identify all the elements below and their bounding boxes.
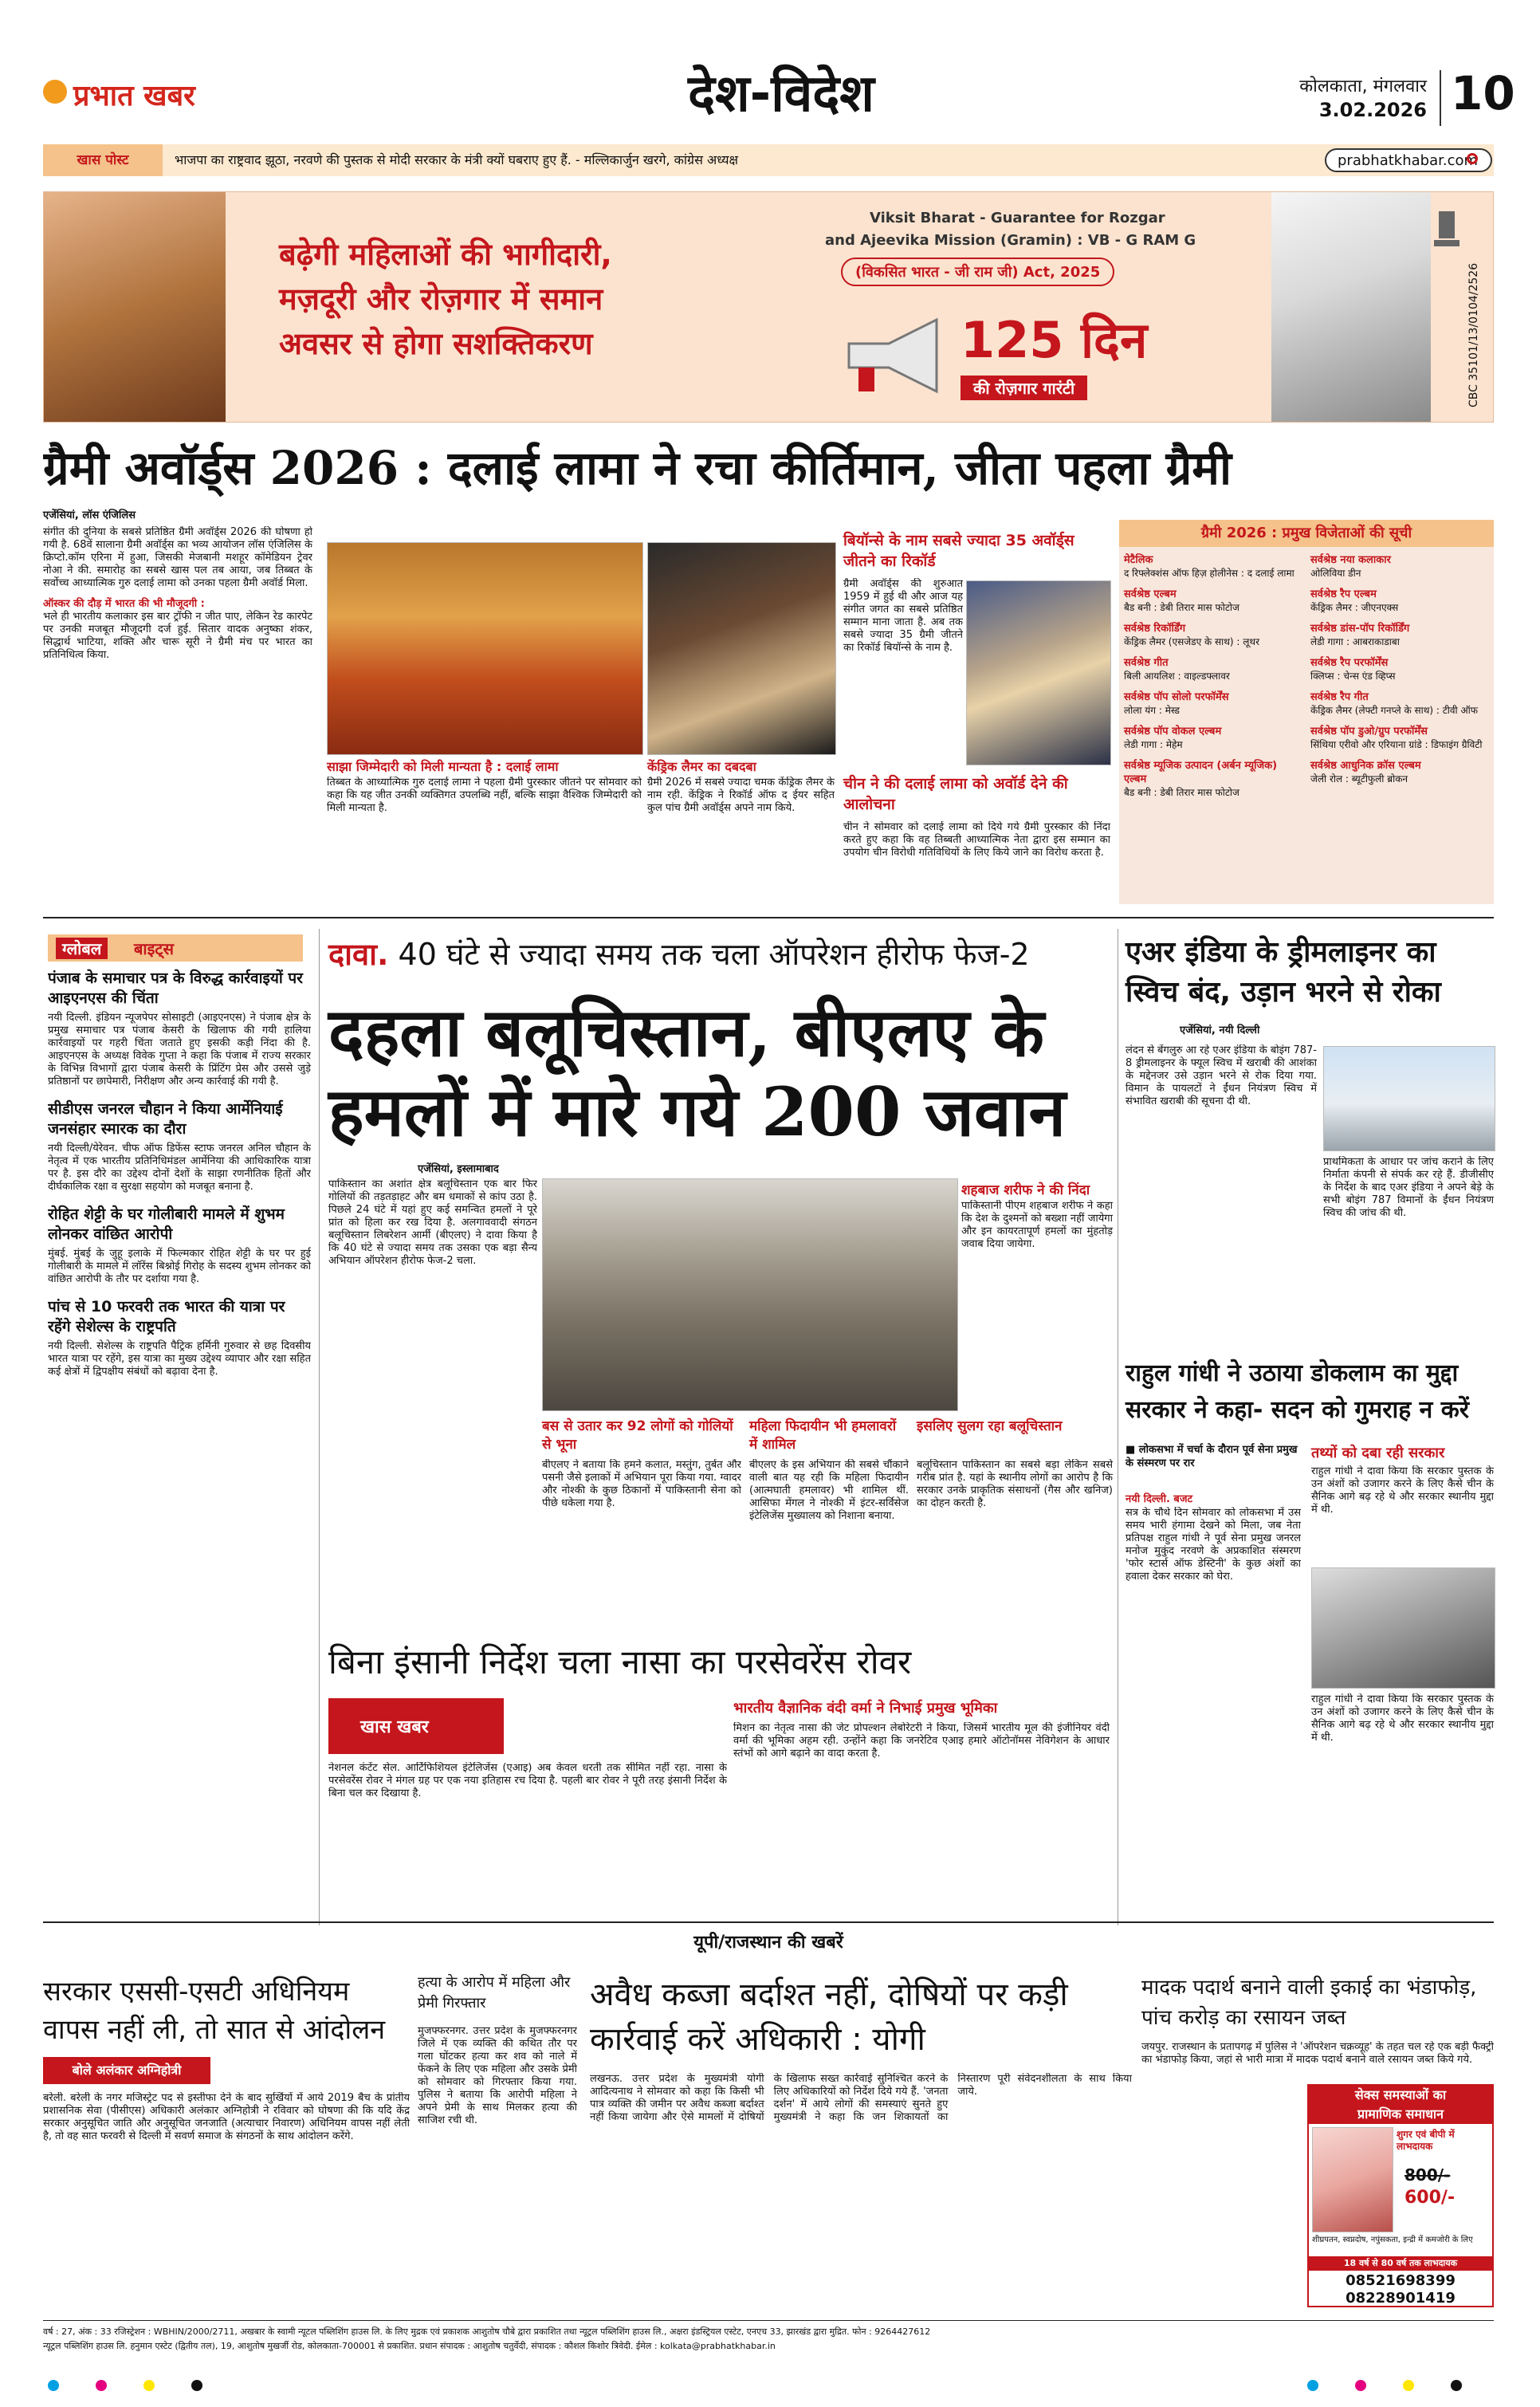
imprint-line-1: वर्ष : 27, अंक : 33 रजिस्ट्रेशन : WBHIN/2000/2711, अखबार के स्वामी न्यूटल पब्लिशिंग हाउस लि. के लिए मुद्रक एवं प्रकाशक आशुतोष चौबे द्वारा प्रकाशित तथा न्यूट्रल पब्लिशिंग हाउस लि., अक्षरा इंडस्ट्रियल एस्टेट, एनएच 33, झारखंड द्वारा मुद्रित. फोन : 9264427612 — [43, 2326, 931, 2337]
grammy-subbody: भले ही भारतीय कलाकार इस बार ट्रॉफी न जीत पाए, लेकिन रेड कारपेट पर उनकी मजबूत मौजूदगी दर्ज हुई. सितार वादक अनुष्का शंकर, सिद्धार्थ भाटिया, शक्ति और चारू सूरी ने ग्रैमी मंच पर भारत का प्रतिनिधित्व किया. — [43, 611, 312, 661]
winner-category: सर्वश्रेष्ठ एल्बम — [1124, 588, 1177, 600]
box1-head: बस से उतार कर 92 लोगों को गोलियों से भूना — [542, 1418, 733, 1453]
baloch-deck-text: 40 घंटे से ज्यादा समय तक चला ऑपरेशन हीरोफ फेज-2 — [398, 937, 1030, 972]
registration-bar — [0, 2372, 1540, 2396]
global-bytes-headline: सीडीएस जनरल चौहान ने किया आर्मेनियाई जनसंहार स्मारक का दौरा — [48, 1100, 283, 1138]
winner-category: सर्वश्रेष्ठ नया कलाकार — [1310, 554, 1391, 566]
megaphone-icon — [841, 312, 945, 399]
baloch-byline: एजेंसियां, इस्लामाबाद — [418, 1163, 499, 1175]
dalai-caption: तिब्बत के आध्यात्मिक गुरु दलाई लामा ने पहला ग्रैमी पुरस्कार जीतने पर सोमवार को कहा कि यह जीत उनकी व्यक्तिगत उपलब्धि नहीं, बल्कि साझा वैश्विक जिम्मेदारी को मिली मान्यता है. — [327, 777, 642, 814]
yogi-body: लखनऊ. उत्तर प्रदेश के मुख्यमंत्री योगी आदित्यनाथ ने सोमवार को कहा कि किसी भी पात्र व्यक्ति की जमीन पर अवैध कब्जा बर्दाश्त नहीं किया जायेगा और ऐसे मामलों में दोषियों के खिलाफ सख्त कार्रवाई सुनिश्चित करने के लिए अधिकारियों को निर्देश दिये गये हैं. 'जनता दर्शन' में आये लोगों की समस्याएं सुनते हुए मुख्यमंत्री ने कहा कि जन शिकायतों का निस्तारण पूरी संवेदनशीलता के साथ किया जाये. — [590, 2073, 1132, 2123]
box1-body: बीएलए ने बताया कि हमने कलात, मस्तुंग, तुर्बत और पसनी जैसे इलाकों में अभियान पूरा किया गया. ग्वादर और नोश्की के कुछ ठिकानों में पाकिस्तानी सेना को पीछे धकेला गया है. — [542, 1459, 741, 1509]
nasa-label: खास खबर — [360, 1717, 429, 1737]
winner-name: द रिफ्लेक्शंस ऑफ हिज़ होलीनेस : द दलाई लामा — [1124, 568, 1294, 579]
global-bytes-item — [48, 969, 311, 1088]
global-bytes-headline: पंजाब के समाचार पत्र के विरुद्ध कार्रवाइयों पर आइएनएस की चिंता — [48, 969, 303, 1007]
ticker-text: भाजपा का राष्ट्रवाद झूठा, नरवणे की पुस्तक से मोदी सरकार के मंत्री क्यों घबराए हुए हैं. - मल्लिकार्जुन खरगे, कांग्रेस अध्यक्ष — [175, 152, 738, 167]
winner-item — [1310, 725, 1489, 751]
drug-body: जयपुर. राजस्थान के प्रतापगढ़ में पुलिस ने 'ऑपरेशन चक्रव्यूह' के तहत चल रहे एक बड़ी फैक्ट्री का भंडाफोड़ किया, जहां से भारी मात्रा में मादक पदार्थ बनाने वाले रसायन जब्त किये गये. — [1141, 2041, 1494, 2066]
winner-item — [1124, 588, 1301, 614]
global-bytes-list — [48, 969, 311, 1909]
winner-item — [1310, 622, 1489, 648]
rahul-side-head: तथ्यों को दबा रही सरकार — [1311, 1445, 1445, 1461]
murder-body: मुजफ्फरनगर. उत्तर प्रदेश के मुजफ्फरनगर जिले में एक व्यक्ति की कथित तौर पर गला घोंटकर हत्या कर शव को नाले में फेंकने के लिए एक महिला और उसके प्रेमी को सोमवार को गिरफ्तार किया गया. पुलिस ने बताया कि आरोपी महिला ने अपने प्रेमी के साथ मिलकर हत्या की साजिश रची थी. — [418, 2025, 577, 2126]
baloch-attack-photo — [542, 1178, 958, 1411]
winner-item — [1310, 553, 1489, 580]
global-bytes-item — [48, 1099, 311, 1194]
ad-headline-3: अवसर से होगा सशक्तिकरण — [279, 326, 593, 361]
search-icon — [1467, 153, 1478, 164]
winner-category: सर्वश्रेष्ठ पॉप डुओ/ग्रुप परफॉर्मेंस — [1310, 726, 1428, 737]
classified-age: 18 वर्ष से 80 वर्ष तक लाभदायक — [1309, 2256, 1492, 2271]
box3-body: बलूचिस्तान पाकिस्तान का सबसे बड़ा लेकिन सबसे गरीब प्रांत है. यहां के स्थानीय लोगों का आरोप है कि सरकार उनके प्राकृतिक संसाधनों (गैस और खनिज) का दोहन करती है. — [917, 1459, 1113, 1509]
rahul-byline: नयी दिल्ली. बजट — [1126, 1493, 1193, 1505]
section-divider — [43, 1921, 1494, 1923]
winner-item — [1124, 759, 1301, 799]
classified-price-old: 800/- — [1404, 2165, 1451, 2185]
global-bytes-body: नयी दिल्ली. सेशेल्स के राष्ट्रपति पैट्रिक हर्मिनी गुरुवार से छह दिवसीय भारत यात्रा पर रहेंगे, इस यात्रा का मुख्य उद्देश्य व्यापार और रक्षा सहित कई क्षेत्रों में द्विपक्षीय संबंधों को बढ़ावा देना है. — [48, 1340, 311, 1378]
top-ad[interactable] — [43, 191, 1494, 423]
rahul-body: सत्र के चौथे दिन सोमवार को लोकसभा में उस समय भारी हंगामा देखने को मिला, जब नेता प्रतिपक्ष राहुल गांधी ने पूर्व सेना प्रमुख जनरल मनोज मुकुंद नरवणे के अप्रकाशित संस्मरण 'फोर स्टार्स ऑफ डेस्टिनी' के कुछ अंशों का हवाला देकर सरकार को घेरा. — [1126, 1507, 1301, 1583]
box2-head: महिला फिदायीन भी हमलावरों में शामिल — [749, 1418, 897, 1453]
imprint-line-2: न्यूट्रल पब्लिशिंग हाउस लि. हनुमान एस्टेट (द्वितीय तल), 19, आशुतोष मुखर्जी रोड, कोलकाता-700001 से प्रकाशित. प्रधान संपादक : आशुतोष चतुर्वेदी, संपादक : कौशल किशोर त्रिवेदी. ईमेल : kolkata@prabhatkhabar.in — [43, 2341, 776, 2351]
sc-body: बरेली. बरेली के नगर मजिस्ट्रेट पद से इस्तीफा देने के बाद सुर्खियों में आये 2019 बैच के प्रांतीय प्रशासनिक सेवा (पीसीएस) अधिकारी अलंकार अग्निहोत्री ने रविवार को घोषणा की कि यदि केंद्र सरकार अनुसूचित जाति और अनुसूचित जनजाति (अत्याचार निवारण) अधिनियम वापस नहीं लेती है, तो वह सात फरवरी से दिल्ली में सवर्ण समाज के संगठनों के साथ आंदोलन करेंगे. — [43, 2092, 410, 2142]
winners-title: ग्रैमी 2026 : प्रमुख विजेताओं की सूची — [1119, 520, 1494, 547]
global-bytes-headline: रोहित शेट्टी के घर गोलीबारी मामले में शुभम लोनकर वांछित आरोपी — [48, 1205, 285, 1243]
page-number-divider — [1440, 70, 1441, 126]
kendrick-photo — [647, 542, 836, 755]
classified-phone-1[interactable]: 08521698399 — [1346, 2272, 1456, 2289]
classified-phone-2[interactable]: 08228901419 — [1346, 2290, 1456, 2307]
winner-item — [1124, 622, 1301, 648]
grammy-headline: ग्रैमी अवॉर्ड्स 2026 : दलाई लामा ने रचा कीर्तिमान, जीता पहला ग्रैमी — [43, 441, 1232, 495]
classified-title-2: प्रामाणिक समाधान — [1309, 2105, 1492, 2124]
baloch-deck — [328, 934, 1110, 974]
winner-name: लेडी गागा : आबराकाडाबा — [1310, 636, 1400, 647]
classified-photo — [1312, 2127, 1393, 2232]
kendrick-caption: ग्रैमी 2026 में सबसे ज्यादा चमक केंड्रिक लैमर के नाम रही. केंड्रिक ने रिकॉर्ड ऑफ द ईयर सहित कुल पांच ग्रैमी अवॉर्ड्स अपने नाम किये. — [647, 777, 835, 814]
imprint-divider — [43, 2320, 1494, 2321]
classified-sub: शीघ्रपतन, स्वप्नदोष, नपुंसकता, इन्द्री में कमजोरी के लिए — [1312, 2236, 1473, 2244]
ad-days: 125 दिन — [961, 311, 1148, 369]
global-bytes-headline: पांच से 10 फरवरी तक भारत की यात्रा पर रहेंगे सेशेल्स के राष्ट्रपति — [48, 1298, 285, 1335]
nasa-label-box — [328, 1698, 504, 1754]
winner-category: सर्वश्रेष्ठ रैप एल्बम — [1310, 588, 1377, 600]
winner-name: लेडी गागा : मेहेम — [1124, 739, 1183, 750]
ad-code: CBC 35101/13/0104/2526 — [1467, 262, 1480, 407]
page-number: 10 — [1451, 66, 1515, 120]
global-bytes-item — [48, 1297, 311, 1379]
winner-item — [1310, 588, 1489, 614]
sc-headline: सरकार एससी-एसटी अधिनियम वापस नहीं ली, तो सात से आंदोलन — [43, 1976, 386, 2046]
ticker-label: खास पोस्ट — [43, 144, 163, 176]
global-bytes-label — [48, 934, 303, 962]
ticker-bar — [43, 144, 1494, 176]
box2-body: बीएलए के इस अभियान की सबसे चौंकाने वाली बात यह रही कि महिला फिदायीन (आत्मघाती हमलावर) भी शामिल थीं. आसिफा मेंगल ने नोश्की में इंटर-सर्विसेज इंटेलिजेंस मुख्यालय को निशाना बनाया. — [749, 1459, 909, 1522]
logo[interactable] — [43, 73, 234, 118]
winners-right-col — [1310, 553, 1489, 793]
column-divider — [319, 929, 320, 1925]
ad-headline-1: बढ़ेगी महिलाओं की भागीदारी, — [279, 237, 612, 272]
classified-ad[interactable] — [1307, 2084, 1494, 2307]
section-divider — [43, 917, 1494, 918]
ad-scheme-3: (विकसित भारत - जी राम जी) Act, 2025 — [841, 258, 1114, 286]
china-body: चीन ने सोमवार को दलाई लामा को दिये गये ग्रैमी पुरस्कार की निंदा करते हुए कहा कि वह तिब्बती आध्यात्मिक नेता द्वारा इस सम्मान का उपयोग चीन विरोधी गतिविधियों के लिए किये जाने का विरोध करता है. — [843, 821, 1110, 859]
shahbaz-head: शहबाज शरीफ ने की निंदा — [961, 1182, 1090, 1198]
winner-name: केंड्रिक लैमर (एसजेडए के साथ) : लूथर — [1124, 636, 1259, 647]
beyonce-body: ग्रैमी अवॉर्ड्स की शुरुआत 1959 में हुई थी और आज यह संगीत जगत का सबसे प्रतिष्ठित सम्मान माना जाता है. अब तक सबसे ज्यादा 35 ग्रैमी जीतने का रिकॉर्ड बियॉन्से के नाम है. — [843, 578, 963, 654]
winner-item — [1124, 553, 1301, 580]
classified-title-1: सेक्स समस्याओं का — [1309, 2086, 1492, 2105]
grammy-subhead: ऑस्कर की दौड़ में भारत की भी मौजूदगी : — [43, 598, 205, 610]
up-section-title: यूपी/राजस्थान की खबरें — [693, 1933, 843, 1953]
dalai-lama-photo — [327, 542, 643, 755]
masthead — [0, 0, 1540, 140]
winner-category: सर्वश्रेष्ठ डांस-पॉप रिकॉर्डिंग — [1310, 623, 1410, 635]
nasa-headline: बिना इंसानी निर्देश चला नासा का परसेवरेंस रोवर — [328, 1642, 912, 1681]
ad-woman-photo — [44, 192, 226, 423]
winner-item — [1124, 690, 1301, 717]
ad-pm-photo — [1271, 192, 1431, 423]
airindia-body: लंदन से बेंगलुरु आ रहे एअर इंडिया के बोइंग 787-8 ड्रीमलाइनर के फ्यूल स्विच में खराबी की आशंका के मद्देनजर उसे उड़ान भरने से रोक दिया गया. विमान के पायलटों ने ईंधन नियंत्रण स्विच में संभावित खराबी की सूचना दी थी. — [1126, 1044, 1317, 1107]
winner-category: सर्वश्रेष्ठ रैप परफॉर्मेंस — [1310, 657, 1389, 669]
beyonce-head: बियॉन्से के नाम सबसे ज्यादा 35 अवॉर्ड्स जीतने का रिकॉर्ड — [843, 532, 1074, 570]
airindia-body-2: प्राथमिकता के आधार पर जांच कराने के लिए निर्माता कंपनी से संपर्क कर रहे हैं. डीजीसीए के निर्देश के बाद एअर इंडिया ने अपने बेड़े के सभी बोइंग 787 विमानों के ईंधन नियंत्रण स्विच की जांच की थी. — [1323, 1156, 1494, 1219]
emblem-icon — [1431, 208, 1463, 253]
winner-name: बैड बनी : डेबी तिरार मास फोटोज — [1124, 787, 1239, 798]
airindia-plane-photo — [1323, 1046, 1495, 1151]
sc-tag: बोले अलंकार अग्निहोत्री — [43, 2057, 210, 2084]
baloch-kicker: दावा. — [328, 937, 389, 972]
murder-headline: हत्या के आरोप में महिला और प्रेमी गिरफ्तार — [418, 1974, 571, 2012]
winner-item — [1310, 656, 1489, 682]
winner-category: सर्वश्रेष्ठ रिकॉर्डिंग — [1124, 623, 1186, 635]
winner-category: सर्वश्रेष्ठ म्यूजिक उत्पादन (अर्बन म्यूजिक) एल्बम — [1124, 760, 1278, 785]
ad-headline-2: मज़दूरी और रोज़गार में समान — [279, 281, 603, 317]
winner-name: ओलिविया डीन — [1310, 568, 1361, 579]
winner-category: सर्वश्रेष्ठ पॉप वोकल एल्बम — [1124, 726, 1222, 737]
site-url: prabhatkhabar.com — [1338, 152, 1479, 169]
ad-days-sub: की रोज़गार गारंटी — [961, 376, 1087, 400]
global-bytes-body: नयी दिल्ली/येरेवन. चीफ ऑफ डिफेंस स्टाफ जनरल अनिल चौहान के नेतृत्व में एक भारतीय प्रतिनिधिमंडल आर्मेनिया की आधिकारिक यात्रा पर है. इस दौरे का उद्देश्य दोनों देशों के साझा रणनीतिक हितों और दीर्घकालिक रक्षा व सुरक्षा सहयोग को मजबूत बनाना है. — [48, 1143, 311, 1193]
global-bytes-item — [48, 1205, 311, 1286]
winner-category: सर्वश्रेष्ठ आधुनिक क्रॉस एल्बम — [1310, 760, 1421, 772]
winner-category: सर्वश्रेष्ठ पॉप सोलो परफॉर्मेंस — [1124, 691, 1229, 703]
winners-box — [1119, 520, 1494, 904]
ad-scheme-2: and Ajeevika Mission (Gramin) : VB - G RAM G — [825, 232, 1196, 249]
beyonce-photo — [966, 580, 1111, 765]
winner-name: सिंथिया एरीवो और एरियाना ग्रांडे : डिफाइंग ग्रैविटी — [1310, 739, 1483, 750]
baloch-headline-2: हमलों में मारे गये 200 जवान — [328, 1072, 1067, 1151]
winner-name: बिली आयलिश : वाइल्डफ्लावर — [1124, 671, 1230, 682]
global-bytes-body: मुंबई. मुंबई के जुहू इलाके में फिल्मकार रोहित शेट्टी के घर पर हुई गोलीबारी के मामले में लॉरेंस बिश्नोई गिरोह के सदस्य शुभम लोनकर को वांछित आरोपी के तौर पर दर्शाया गया है. — [48, 1248, 311, 1285]
winner-name: केंड्रिक लैमर (लेफ्टी गनप्ले के साथ) : टीवी ऑफ — [1310, 705, 1479, 716]
winner-name: केंड्रिक लैमर : जीएनएक्स — [1310, 602, 1399, 613]
winner-name: बैड बनी : डेबी तिरार मास फोटोज — [1124, 602, 1239, 613]
vandi-head: भारतीय वैज्ञानिक वंदी वर्मा ने निभाई प्रमुख भूमिका — [733, 1700, 998, 1717]
winners-left-col — [1124, 553, 1301, 807]
global-bytes-body: नयी दिल्ली. इंडियन न्यूजपेपर सोसाइटी (आइएनएस) ने पंजाब क्षेत्र के प्रमुख समाचार पत्र पंजाब केसरी के खिलाफ की गयी हालिया कार्रवाइयों पर गहरी चिंता जताते हुए इसकी कड़ी निंदा की है. आइएनएस के अध्यक्ष विवेक गुप्ता ने कहा कि पंजाब में राज्य सरकार के विभिन्न विभागों द्वारा पंजाब केसरी के प्रिंटिंग प्रेस और उससे जुड़े प्रतिष्ठानों पर छापेमारी, निरीक्षण और अन्य कार्रवाई की गयी है. — [48, 1012, 311, 1087]
winner-name: क्लिप्स : चेन्स एंड व्हिप्स — [1310, 671, 1396, 682]
grammy-body: संगीत की दुनिया के सबसे प्रतिष्ठित ग्रैमी अवॉर्ड्स 2026 की घोषणा हो गयी है. 68वें सालाना ग्रैमी अवॉर्ड्स का भव्य आयोजन लॉस एंजिलिस के क्रिप्टो.कॉम एरिना में हुआ, जिसकी मेजबानी मशहूर कॉमेडियन ट्रेवर नोआ ने की. समारोह का सबसे खास पल तब आया, जब तिब्बत के सर्वोच्च आध्यात्मिक गुरु दलाई लामा को उनका पहला ग्रैमी अवॉर्ड मिला. ऑस्कर की दौड़ में भारत की भी मौजूदगी : भले ही भारतीय कलाकार इस बार ट्रॉफी न जीत पाए, लेकिन रेड कारपेट पर उनकी मजबूत मौजूदगी दर्ज हुई. सितार वादक अनुष्का शंकर, सिद्धार्थ भाटिया, शक्ति और चारू सूरी ने ग्रैमी मंच पर भारत का प्रतिनिधित्व किया. — [43, 526, 312, 661]
classified-tag: शुगर एवं बीपी में लाभदायक — [1397, 2129, 1455, 2152]
vandi-body: मिशन का नेतृत्व नासा की जेट प्रोपल्शन लेबोरेटरी ने किया, जिसमें भारतीय मूल की इंजीनियर वंदी वर्मा की भूमिका अहम रही. उन्होंने कहा कि जनरेटिव एआइ हमारे ऑटोनॉमस नेविगेशन के आधार स्तंभों को आगे बढ़ाने का वादा करता है. — [733, 1722, 1110, 1760]
winner-item — [1310, 759, 1489, 785]
winner-item — [1124, 656, 1301, 682]
airindia-headline: एअर इंडिया के ड्रीमलाइनर का स्विच बंद, उड़ान भरने से रोका — [1126, 936, 1441, 1009]
winner-name: लोला यंग : मेस्ड — [1124, 705, 1180, 716]
rahul-photo — [1311, 1567, 1495, 1689]
winner-item — [1310, 690, 1489, 717]
china-head: चीन ने की दलाई लामा को अवॉर्ड देने की आलोचना — [843, 775, 1068, 813]
rahul-side-body: राहुल गांधी ने दावा किया कि सरकार पुस्तक के उन अंशों को उजागर करने के लिए कैसे चीन के सैनिक आगे बढ़ रहे थे और सरकार स्थानीय मुद्दा में थी. — [1311, 1465, 1494, 1516]
yogi-headline: अवैध कब्जा बर्दाश्त नहीं, दोषियों पर कड़ी कार्रवाई करें अधिकारी : योगी — [590, 1976, 1068, 2058]
baloch-headline-1: दहला बलूचिस्तान, बीएलए के — [328, 993, 1044, 1072]
winner-item — [1124, 725, 1301, 751]
rahul-points — [1126, 1443, 1301, 1470]
drug-headline: मादक पदार्थ बनाने वाली इकाई का भंडाफोड़, पांच करोड़ का रसायन जब्त — [1141, 1976, 1477, 2030]
city-day: कोलकाता, मंगलवार — [1299, 77, 1427, 96]
dalai-caption-head: साझा जिम्मेदारी को मिली मान्यता है : दलाई लामा — [327, 759, 559, 774]
classified-price-new: 600/- — [1404, 2188, 1456, 2208]
kendrick-caption-head: केंड्रिक लैमर का दबदबा — [647, 759, 756, 774]
nasa-body: नेशनल कंटेंट सेल. आर्टिफिशियल इंटेलिजेंस (एआइ) अब केवल धरती तक सीमित नहीं रहा. नासा के परसेवरेंस रोवर ने मंगल ग्रह पर एक नया इतिहास रच दिया है. पहली बार रोवर ने पूरी तरह इंसानी निर्देश के बिना चल कर दिखाया है. — [328, 1762, 727, 1799]
grammy-byline: एजेंसियां, लॉस एंजिलिस — [43, 509, 136, 521]
global-bytes-label-left: ग्लोबल — [56, 938, 108, 959]
winner-category: सर्वश्रेष्ठ रैप गीत — [1310, 691, 1369, 703]
date: 3.02.2026 — [1318, 99, 1427, 121]
rahul-side-body-2: राहुल गांधी ने दावा किया कि सरकार पुस्तक के उन अंशों को उजागर करने के लिए कैसे चीन के सैनिक आगे बढ़ रहे थे और सरकार स्थानीय मुद्दा में थी. — [1311, 1693, 1494, 1744]
airindia-byline: एजेंसियां, नयी दिल्ली — [1180, 1025, 1260, 1036]
baloch-body: पाकिस्तान का अशांत क्षेत्र बलूचिस्तान एक बार फिर गोलियों की तड़तड़ाहट और बम धमाकों से कांप उठा है. पिछले 24 घंटे में यहां हुए कई समन्वित हमलों ने पूरे प्रांत को हिला कर रख दिया है. अलगाववादी संगठन बलूचिस्तान लिबरेशन आर्मी (बीएलए) ने दावा किया है कि 40 घंटे से ज्यादा समय तक उसका एक बड़ा सैन्य अभियान ऑपरेशन हीरोफ फेज-2 चला. — [328, 1178, 537, 1267]
site-search[interactable] — [1325, 148, 1492, 172]
winner-category: मेटैलिक — [1124, 554, 1153, 566]
winner-name: जेली रोल : ब्यूटीफुली ब्रोकन — [1310, 773, 1408, 785]
logo-mark-icon — [43, 80, 67, 104]
shahbaz-body: पाकिस्तानी पीएम शहबाज शरीफ ने कहा कि देश के दुश्मनों को बख्शा नहीं जायेगा और इन कायरतापूर्ण हमलों का मुंहतोड़ जवाब दिया जायेगा. — [961, 1200, 1113, 1250]
logo-text: प्रभात खबर — [73, 80, 195, 112]
section-title: देश-विदेश — [688, 65, 874, 124]
global-bytes-label-right: बाइट्स — [134, 939, 175, 958]
rahul-headline: राहुल गांधी ने उठाया डोकलाम का मुद्दा सरकार ने कहा- सदन को गुमराह न करें — [1126, 1359, 1470, 1424]
rahul-point: ■ लोकसभा में चर्चा के दौरान पूर्व सेना प्रमुख के संस्मरण पर रार — [1126, 1444, 1298, 1469]
ad-scheme-1: Viksit Bharat - Guarantee for Rozgar — [870, 210, 1165, 226]
winner-category: सर्वश्रेष्ठ गीत — [1124, 657, 1169, 669]
box3-head: इसलिए सुलग रहा बलूचिस्तान — [917, 1418, 1063, 1434]
